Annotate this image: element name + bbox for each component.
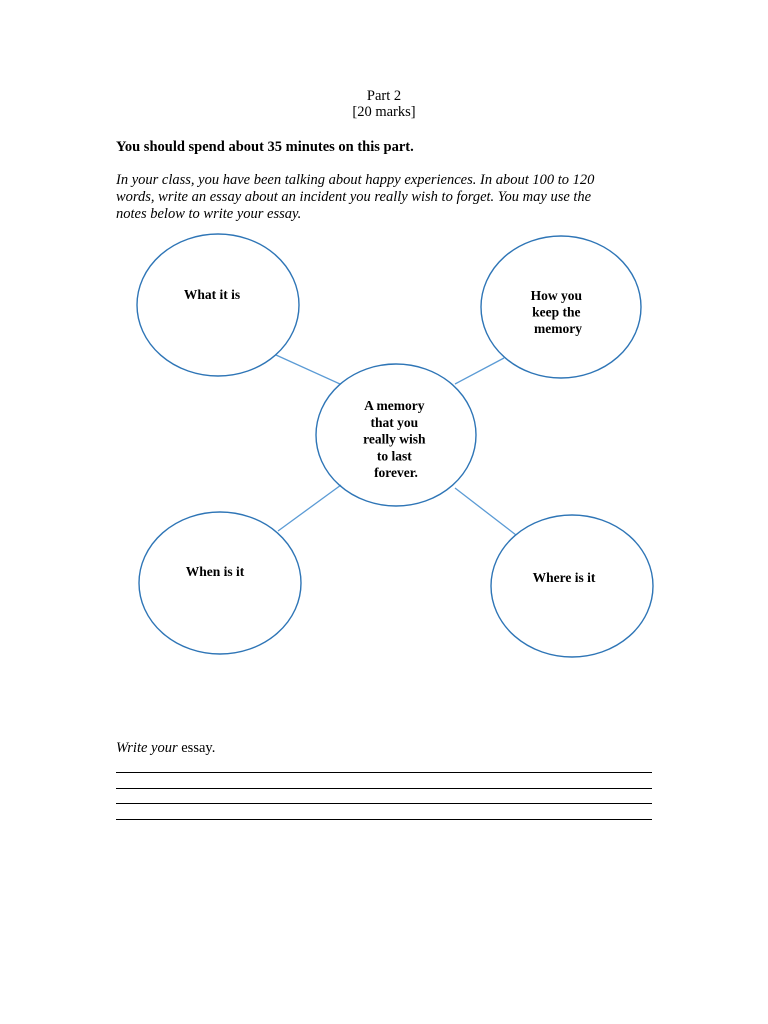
connector-top-left: [276, 355, 340, 384]
prompt-line-2: words, write an essay about an incident you really wish to forget. You may use the: [116, 189, 592, 205]
writing-line-3[interactable]: [116, 803, 652, 804]
node-label-top-right: How you keep the memory: [530, 288, 583, 336]
connector-bottom-left: [278, 485, 341, 531]
write-prefix: Write your: [116, 740, 178, 756]
prompt-line-1: In your class, you have been talking about happy experiences. In about 100 to 120: [116, 172, 595, 188]
connector-bottom-right: [455, 488, 516, 535]
node-label-center: A memory that you really wish to last forever.: [363, 398, 426, 481]
writing-line-4[interactable]: [116, 819, 652, 820]
write-essay-label: [116, 740, 215, 757]
marks-label: [20 marks]: [352, 104, 416, 120]
circle-bottom-left: [139, 512, 301, 654]
part-title: Part 2: [366, 88, 402, 104]
node-label-top-left: What it is: [183, 287, 241, 302]
write-suffix: .: [211, 740, 216, 756]
writing-line-2[interactable]: [116, 788, 652, 789]
writing-line-1[interactable]: [116, 772, 652, 773]
prompt-line-3: notes below to write your essay.: [116, 206, 302, 222]
circle-top-left: [137, 234, 299, 376]
write-word: essay: [181, 740, 212, 756]
node-label-bottom-left: When is it: [185, 564, 245, 579]
circle-bottom-right: [491, 515, 653, 657]
connector-top-right: [455, 358, 504, 384]
time-instruction: You should spend about 35 minutes on this part.: [116, 139, 414, 155]
node-label-bottom-right: Where is it: [532, 570, 596, 585]
